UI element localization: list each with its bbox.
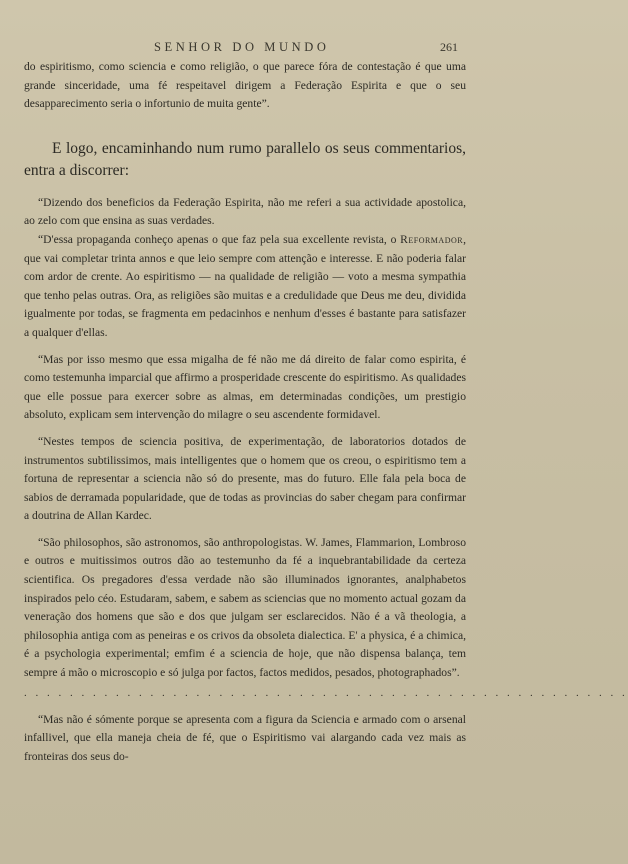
paragraph-7: “São philosophos, são astronomos, são anthropologistas. W. James, Flammarion, Lombroso e outros e muitissimos outros dão ao testemunho da fé a inquebrantabilidade da certeza scientifica. Os pregadores d'essa verdade não são illuminados ignorantes, analphabetos inspirados pelo céo. Estudaram, sabem, e sabem as sciencias que no momento actual gozam da veneração dos homens que são e dos que julgam ser esclarecidos. Não é a vã theologia, a philosophia antiga com as peneiras e os crivos da obsoleta dialectica. E' a physica, é a chimica, é a psychologia experimental; emfim é a sciencia de hoje, que não dispensa balança, tem sempre á mão o microscopio e só julga por factos, factos medidos, pesados, photographados”. [24, 535, 466, 680]
running-title: SENHOR DO MUNDO [154, 40, 330, 54]
running-head [24, 36, 466, 58]
journal-name: Reformador [400, 232, 464, 246]
paragraph-4 [24, 231, 466, 343]
paragraph-4-text-b: , que vai completar trinta annos e que leio sempre com attenção e interesse. E não poderia falar com ardor de crente. Ao espiritismo — na qualidade de religião — voto a mesma sympathia que tenho pelas outras. Ora, as religiões são muitas e a credulidade que Deus me deu, dividida igualmente por todas, se fragmenta em pedacinhos e nenhum d'esses é bastante para satisfazer a qualquer d'ellas. [24, 232, 466, 339]
paragraph-3: “Dizendo dos beneficios da Federação Espirita, não me referi a sua actividade apostolica, ao zelo com que ensina as suas verdades. [24, 195, 466, 228]
paragraph-5: “Mas por isso mesmo que essa migalha de fé não me dá direito de falar como espirita, é como testemunha imparcial que affirmo a prosperidade crescente do espiritismo. As qualidades que elle possue para exercer sobre as almas, em determinadas condições, um prestigio absoluto, explicam sem intervenção do milagre o seu ascendente formidavel. [24, 352, 466, 422]
ellipsis-divider: . . . . . . . . . . . . . . . . . . . . . . . . . . . . . . . . . . . . . . . . . . . . . . . . . . . . . [24, 686, 628, 699]
paragraph-1: do espiritismo, como sciencia e como religião, o que parece fóra de contestação é que uma grande sinceridade, uma fé respeitavel dirigem a Federação Espirita e que o seu desapparecimento seria o infortunio de muita gente”. [24, 60, 466, 111]
paragraph-8: “Mas não é sómente porque se apresenta com a figura da Sciencia e armado com o arsenal infallivel, que ella maneja cheia de fé, que o Espiritismo vai alargando cada vez mais as fronteiras dos seus do- [24, 712, 466, 763]
paragraph-6: “Nestes tempos de sciencia positiva, de experimentação, de laboratorios dotados de instrumentos subtilissimos, mais intelligentes que o homem que os creou, o espiritismo tem a fortuna de representar a sciencia não só do presente, mas do futuro. Elle fala pela boca de sabios de derramada popularidade, que de todas as provincias do saber chegam para confirmar a doutrina de Allan Kardec. [24, 434, 466, 523]
paragraph-2-lead: E logo, encaminhando num rumo parallelo os seus commentarios, entra a discorrer: [24, 139, 466, 179]
page-number: 261 [440, 40, 458, 54]
paragraph-4-text-a: “D'essa propaganda conheço apenas o que faz pela sua excellente revista, o [38, 232, 401, 246]
